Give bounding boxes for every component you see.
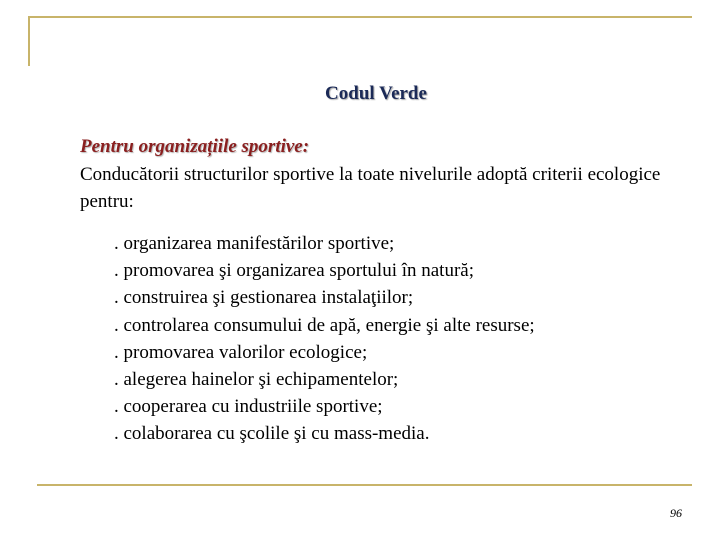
criteria-list <box>114 230 535 448</box>
list-item: . controlarea consumului de apă, energie şi alte resurse; <box>114 314 535 336</box>
slide-subtitle: Pentru organizațiile sportive: <box>80 136 310 157</box>
left-decorative-rule <box>28 16 30 66</box>
list-item: . alegerea hainelor şi echipamentelor; <box>114 369 399 391</box>
list-item: . promovarea şi organizarea sportului în natură; <box>114 260 474 282</box>
list-item: . cooperarea cu industriile sportive; <box>114 396 383 418</box>
list-item: . construirea şi gestionarea instalaţiilor; <box>114 287 414 309</box>
list-item: . promovarea valorilor ecologice; <box>114 341 368 363</box>
list-item: . organizarea manifestărilor sportive; <box>114 233 395 254</box>
page-number: 96 <box>670 506 682 520</box>
intro-paragraph: Conducătorii structurilor sportive la toate nivelurile adoptă criterii ecologice pentru: <box>80 164 661 212</box>
list-item: . colaborarea cu şcolile şi cu mass-media. <box>114 423 430 445</box>
bottom-decorative-rule <box>37 484 692 486</box>
slide-title: Codul Verde <box>325 83 427 104</box>
top-decorative-rule <box>28 16 692 18</box>
